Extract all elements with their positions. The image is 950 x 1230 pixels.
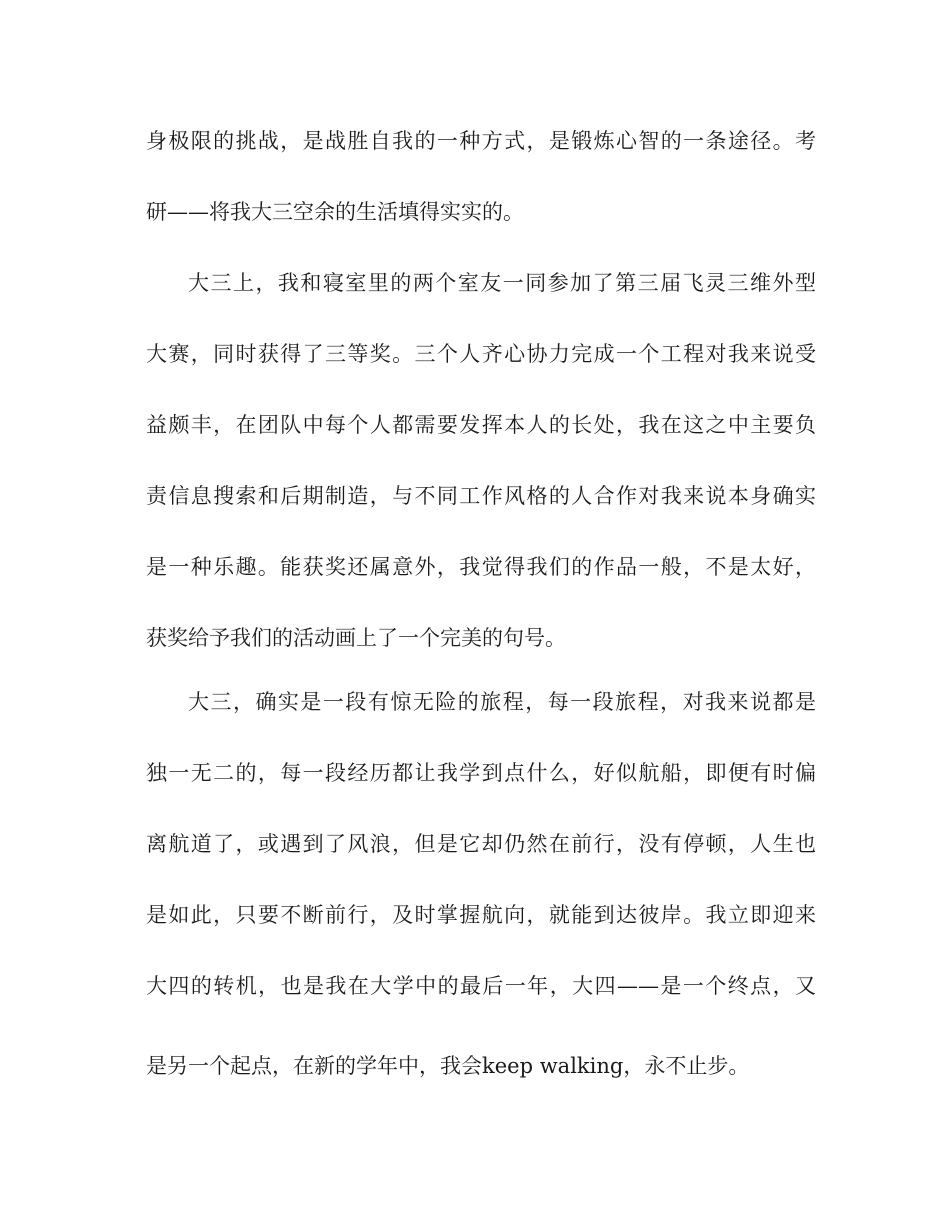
- text-line: 获奖给予我们的活动画上了一个完美的句号。: [146, 626, 566, 650]
- text-line: 大赛，同时获得了三等奖。三个人齐心协力完成一个工程对我来说受: [146, 342, 816, 366]
- text-line: 责信息搜索和后期制造，与不同工作风格的人合作对我来说本身确实: [146, 484, 816, 508]
- paragraph-first-line: 大三，确实是一段有惊无险的旅程，每一段旅程，对我来说都是: [188, 690, 816, 714]
- text-line: 是如此，只要不断前行，及时掌握航向，就能到达彼岸。我立即迎来: [146, 903, 816, 927]
- text-line: 益颇丰，在团队中每个人都需要发挥本人的长处，我在这之中主要负: [146, 413, 816, 437]
- text-line: 大四的转机，也是我在大学中的最后一年，大四——是一个终点，又: [146, 974, 816, 998]
- paragraph-first-line: 大三上，我和寝室里的两个室友一同参加了第三届飞灵三维外型: [188, 271, 816, 295]
- text-line: 离航道了，或遇到了风浪，但是它却仍然在前行，没有停顿，人生也: [146, 832, 816, 856]
- text-line: 是另一个起点，在新的学年中，我会keep walking，永不止步。: [146, 1054, 750, 1078]
- text-line: 独一无二的，每一段经历都让我学到点什么，好似航船，即便有时偏: [146, 761, 816, 785]
- text-line: 研——将我大三空余的生活填得实实的。: [146, 200, 524, 224]
- text-line: 是一种乐趣。能获奖还属意外，我觉得我们的作品一般，不是太好，: [146, 555, 816, 579]
- text-line: 身极限的挑战，是战胜自我的一种方式，是锻炼心智的一条途径。考: [146, 129, 816, 153]
